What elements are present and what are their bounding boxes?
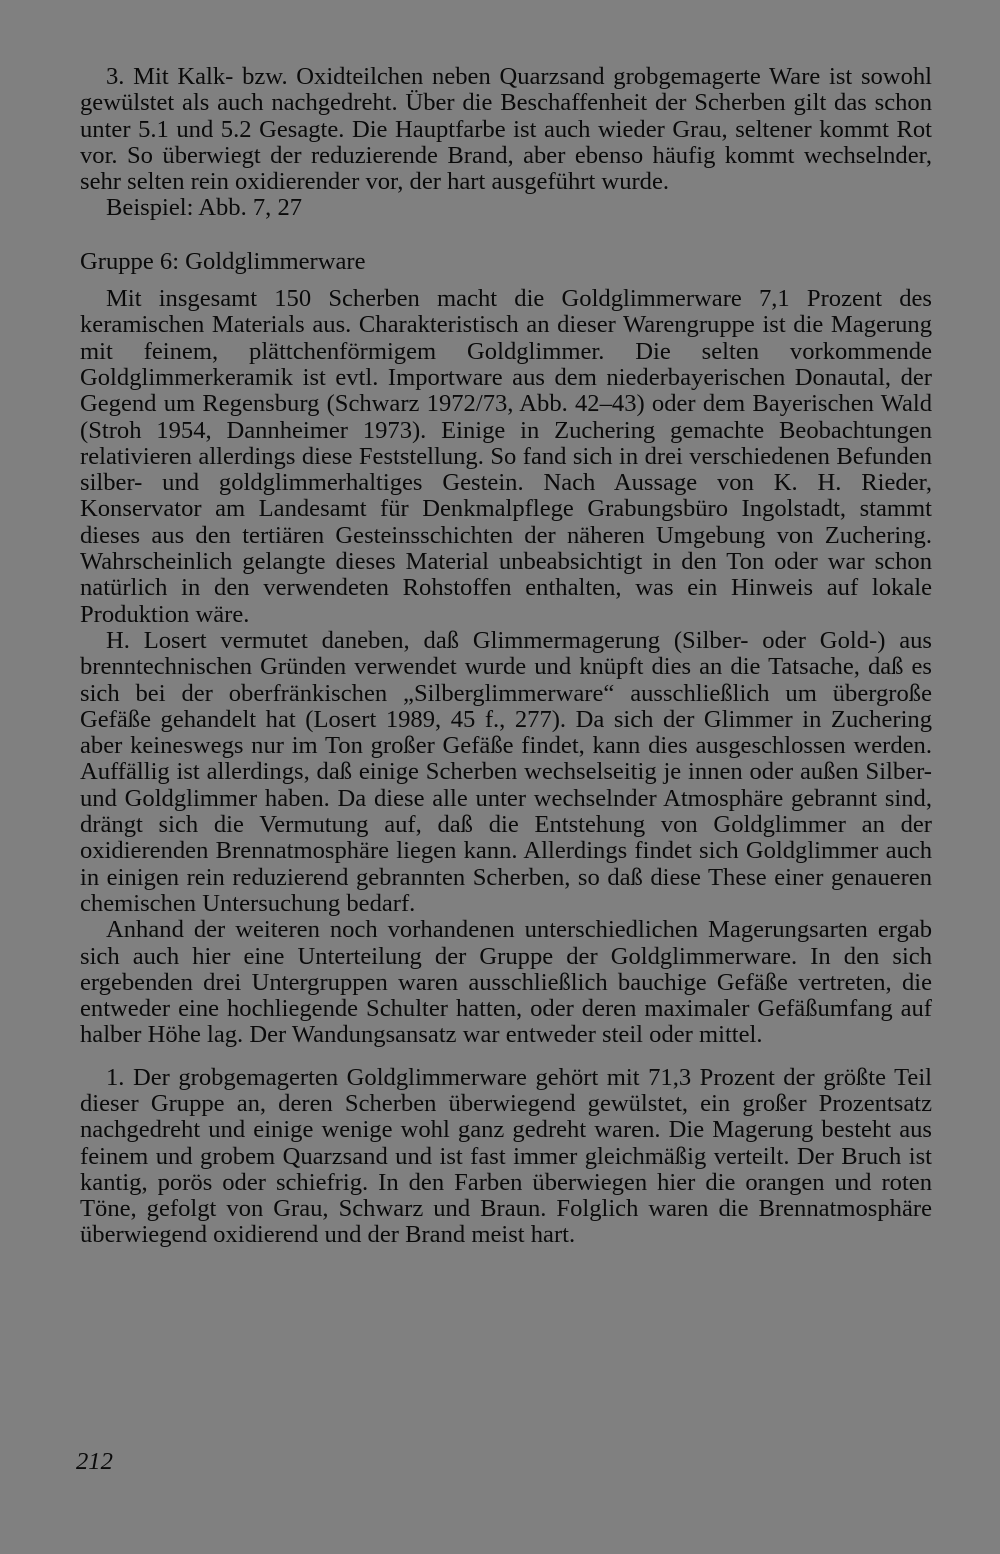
group-6-paragraph-3: Anhand der weiteren noch vorhandenen unterschiedlichen Magerungsarten ergab sich auch hier eine Unterteilung der Gruppe der Goldglimmerware. In den sich ergebenden drei Untergruppen waren ausschließlich bauchige Gefäße vertreten, die entweder eine hochliegende Schulter hatten, oder deren maximaler Gefäßumfang auf halber Höhe lag. Der Wandungsansatz war entweder steil oder mittel.: [80, 916, 932, 1049]
group-6-heading: Gruppe 6: Goldglimmerware: [80, 247, 366, 275]
list-item-1: 1. Der grobgemagerten Goldglimmerware gehört mit 71,3 Prozent der größte Teil dieser Gruppe an, deren Scherben überwiegend gewülstet, ein großer Prozentsatz nachgedreht und einige wenige wohl ganz gedreht waren. Die Magerung besteht aus feinem und grobem Quarzsand und ist fast immer gleichmäßig verteilt. Der Bruch ist kantig, porös oder schiefrig. In den Farben überwiegen hier die orangen und roten Töne, gefolgt von Grau, Schwarz und Braun. Folglich waren die Brennatmosphäre überwiegend oxidierend und der Brand meist hart.: [80, 1063, 932, 1249]
page-body: [80, 64, 932, 1249]
example-reference: Beispiel: Abb. 7, 27: [106, 194, 303, 222]
page-number: 212: [76, 1448, 113, 1475]
group-6-paragraph-1: Mit insgesamt 150 Scherben macht die Goldglimmerware 7,1 Prozent des keramischen Materials aus. Charakteristisch an dieser Warengruppe ist die Magerung mit feinem, plättchenförmigem Goldglimmer. Die selten vorkommende Goldglimmerkeramik ist evtl. Importware aus dem niederbayerischen Donautal, der Gegend um Regensburg (Schwarz 1972/73, Abb. 42–43) oder dem Bayerischen Wald (Stroh 1954, Dannheimer 1973). Einige in Zuchering gemachte Beobachtungen relativieren allerdings diese Feststellung. So fand sich in drei verschiedenen Befunden silber- und goldglimmerhaltiges Gestein. Nach Aussage von K. H. Rieder, Konservator am Landesamt für Denkmalpflege Grabungsbüro Ingolstadt, stammt dieses aus den tertiären Gesteinsschichten der näheren Umgebung von Zuchering. Wahrscheinlich gelangte dieses Material unbeabsichtigt in den Ton oder war schon natürlich in den verwendeten Rohstoffen enthalten, was ein Hinweis auf lokale Produktion wäre.: [80, 285, 932, 628]
section-3-paragraph: 3. Mit Kalk- bzw. Oxidteilchen neben Quarzsand grobgemagerte Ware ist sowohl gewülstet als auch nachgedreht. Über die Beschaffenheit der Scherben gilt das schon unter 5.1 und 5.2 Gesagte. Die Hauptfarbe ist auch wieder Grau, seltener kommt Rot vor. So überwiegt der reduzierende Brand, aber ebenso häufig kommt wechselnder, sehr selten rein oxidierender vor, der hart ausgeführt wurde.: [80, 63, 932, 196]
group-6-paragraph-2: H. Losert vermutet daneben, daß Glimmermagerung (Silber- oder Gold-) aus brenntechnischen Gründen verwendet wurde und knüpft dies an die Tatsache, daß es sich bei der oberfränkischen „Silberglimmerware“ ausschließlich um übergroße Gefäße gehandelt hat (Losert 1989, 45 f., 277). Da sich der Glimmer in Zuchering aber keineswegs nur im Ton großer Gefäße findet, kann dies ausgeschlossen werden. Auffällig ist allerdings, daß einige Scherben wechselseitig je innen oder außen Silber- und Goldglimmer haben. Da diese alle unter wechselnder Atmosphäre gebrannt sind, drängt sich die Vermutung auf, daß die Entstehung von Goldglimmer an der oxidierenden Brennatmosphäre liegen kann. Allerdings findet sich Goldglimmer auch in einigen rein reduzierend gebrannten Scherben, so daß diese These einer genaueren chemischen Untersuchung bedarf.: [80, 626, 932, 917]
